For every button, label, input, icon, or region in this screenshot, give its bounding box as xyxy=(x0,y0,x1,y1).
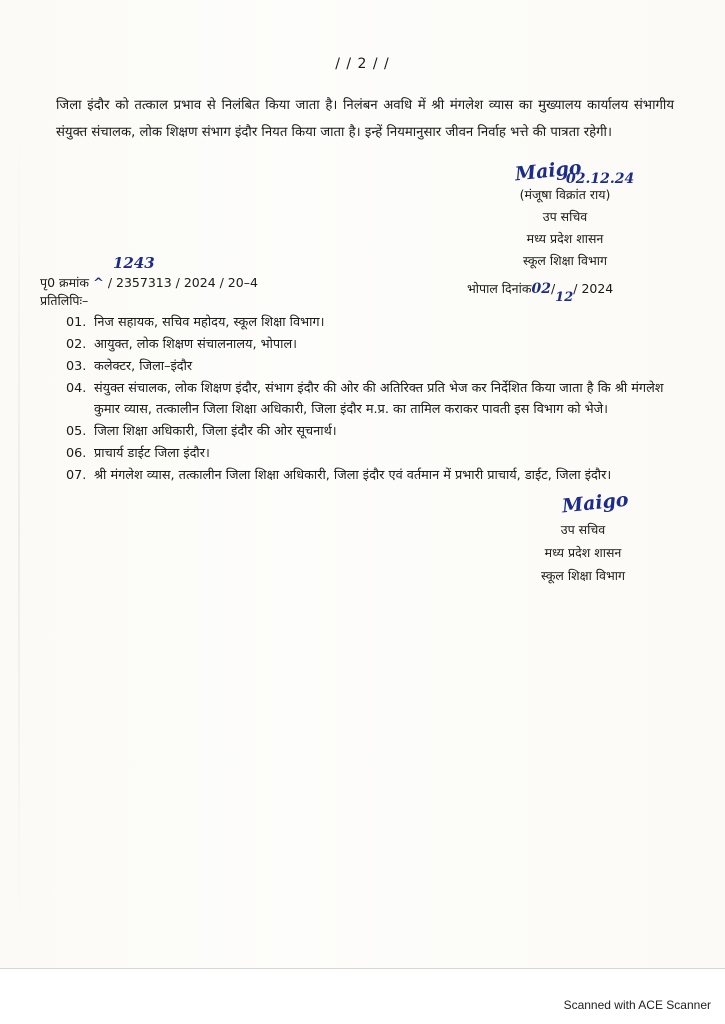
signatory-government: मध्य प्रदेश शासन xyxy=(526,231,604,246)
date-label: भोपाल दिनांक xyxy=(467,281,532,296)
copy-item-number: 06. xyxy=(66,446,87,461)
copy-item-text: जिला शिक्षा अधिकारी, जिला इंदौर की ओर सूचनार्थ। xyxy=(94,424,337,439)
date-year: / 2024 xyxy=(573,281,614,296)
handwritten-signature: Maigo xyxy=(514,156,583,186)
copy-list-item xyxy=(66,334,666,355)
handwritten-signature: Maigo xyxy=(561,488,630,518)
copy-list-item xyxy=(66,378,666,420)
copy-item-number: 05. xyxy=(66,424,87,439)
signatory-designation: उप सचिव xyxy=(542,209,588,224)
signatory-block xyxy=(500,184,630,272)
copy-list-item xyxy=(66,356,666,377)
page-number: / / 2 / / xyxy=(335,56,390,72)
copy-list-item xyxy=(66,465,666,486)
body-paragraph: जिला इंदौर को तत्काल प्रभाव से निलंबित किया जाता है। निलंबन अवधि में श्री मंगलेश व्यास का मुख्यालय कार्यालय संभागीय संयुक्त संचालक, लोक शिक्षण संभाग इंदौर नियत किया जाता है। इन्हें नियमानुसार जीवन निर्वाह भत्ते की पात्रता रहेगी। xyxy=(56,98,674,140)
copy-item-text: आयुक्त, लोक शिक्षण संचालनालय, भोपाल। xyxy=(94,337,298,352)
copy-item-text: कलेक्टर, जिला–इंदौर xyxy=(94,359,193,374)
copy-item-number: 04. xyxy=(66,381,87,396)
reference-line xyxy=(40,274,258,291)
copy-list-item xyxy=(66,443,666,464)
scanner-watermark: Scanned with ACE Scanner xyxy=(563,998,711,1012)
copy-item-number: 01. xyxy=(66,315,87,330)
copy-list-item xyxy=(66,312,666,333)
copy-item-text: निज सहायक, सचिव महोदय, स्कूल शिक्षा विभाग। xyxy=(94,315,325,330)
handwritten-date-day: 02 xyxy=(531,281,551,297)
signatory-government: मध्य प्रदेश शासन xyxy=(544,545,622,560)
copy-item-number: 02. xyxy=(66,337,87,352)
copy-item-text: प्राचार्य डाईट जिला इंदौर। xyxy=(94,446,210,461)
copy-to-label: प्रतिलिपिः– xyxy=(40,293,89,308)
reference-number: / 2357313 / 2024 / 20–4 xyxy=(107,275,258,290)
signature-date: 02.12.24 xyxy=(566,171,635,187)
signatory-department: स्कूल शिक्षा विभाग xyxy=(522,253,608,268)
signatory-name: (मंजूषा विक्रांत राय) xyxy=(519,187,611,202)
paper-fold-shadow xyxy=(18,120,20,940)
copy-list xyxy=(66,312,666,487)
handwritten-caret: ^ xyxy=(92,276,104,291)
handwritten-ref-number: 1243 xyxy=(113,254,155,272)
copy-list-item xyxy=(66,421,666,442)
copy-item-text: संयुक्त संचालक, लोक शिक्षण इंदौर, संभाग इंदौर की ओर की अतिरिक्त प्रति भेज कर निर्देशित किया जाता है कि श्री मंगलेश कुमार व्यास, तत्कालीन जिला शिक्षा अधिकारी, जिला इंदौर म.प्र. का तामिल कराकर पावती इस विभाग को भेजे। xyxy=(94,381,664,417)
copy-item-text: श्री मंगलेश व्यास, तत्कालीन जिला शिक्षा अधिकारी, जिला इंदौर एवं वर्तमान में प्रभारी प्राचार्य, डाईट, जिला इंदौर। xyxy=(94,468,612,483)
signatory-department: स्कूल शिक्षा विभाग xyxy=(540,568,626,583)
copy-item-number: 07. xyxy=(66,468,87,483)
reference-prefix: पृ0 क्रमांक xyxy=(40,275,89,290)
signatory-block xyxy=(518,518,648,587)
handwritten-date-month: 12 xyxy=(555,290,574,305)
dated-line xyxy=(467,280,614,305)
signatory-designation: उप सचिव xyxy=(560,522,606,537)
date-separator: / xyxy=(550,281,556,296)
copy-item-number: 03. xyxy=(66,359,87,374)
